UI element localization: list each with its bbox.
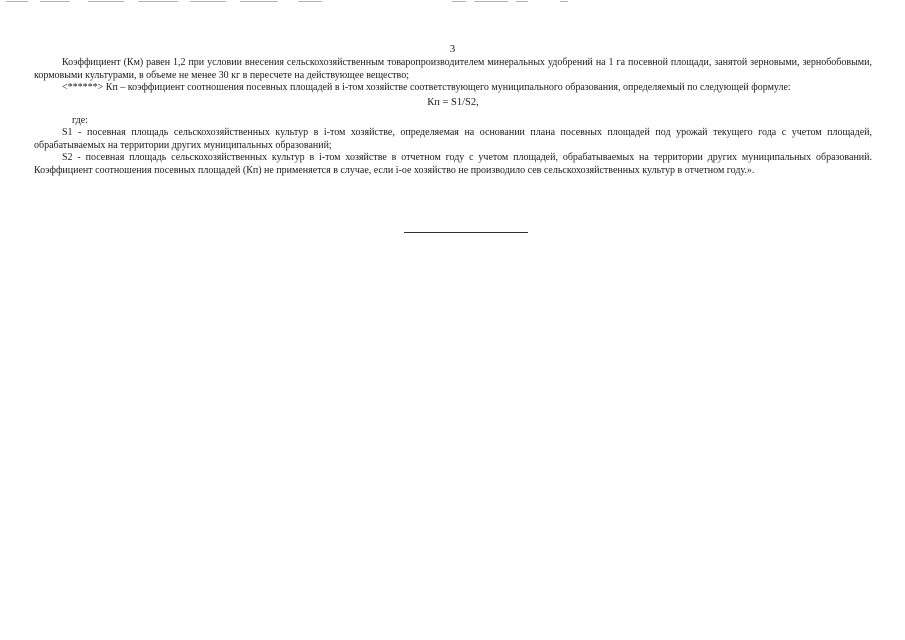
page-number: 3 xyxy=(449,43,456,55)
paragraph-kp-coefficient: <******> Кп – коэффициент соотношения посевных площадей в i-том хозяйстве соответствующего муниципального образования, определяемый по следующей формуле: xyxy=(62,82,791,93)
where-label: где: xyxy=(72,114,88,126)
formula-kp: Кп = S1/S2, xyxy=(427,96,479,108)
top-scan-artifacts xyxy=(0,0,905,4)
document-body xyxy=(34,57,872,177)
end-separator-line xyxy=(404,232,528,233)
paragraph-s1-definition: S1 - посевная площадь сельскохозяйственных культур в i-том хозяйстве, определяемая на основании плана посевных площадей под урожай текущего года с учетом площадей, обрабатываемых на территории других муниципальных образований; xyxy=(34,127,872,151)
paragraph-km-coefficient: Коэффициент (Км) равен 1,2 при условии внесения сельскохозяйственным товаропроизводителем минеральных удобрений на 1 га посевной площади, занятой зерновыми, зернобобовыми, кормовыми культурами, в объеме не менее 30 кг в пересчете на действующее вещество; xyxy=(34,57,872,81)
paragraph-s2-definition: S2 - посевная площадь сельскохозяйственных культур в i-том хозяйстве в отчетном году с учетом площадей, обрабатываемых на территории других муниципальных образований. Коэффициент соотношения посевных площадей (Кп) не применяется в случае, если i-ое хозяйство не производило сев сельскохозяйственных культур в отчетном году.». xyxy=(34,152,872,176)
